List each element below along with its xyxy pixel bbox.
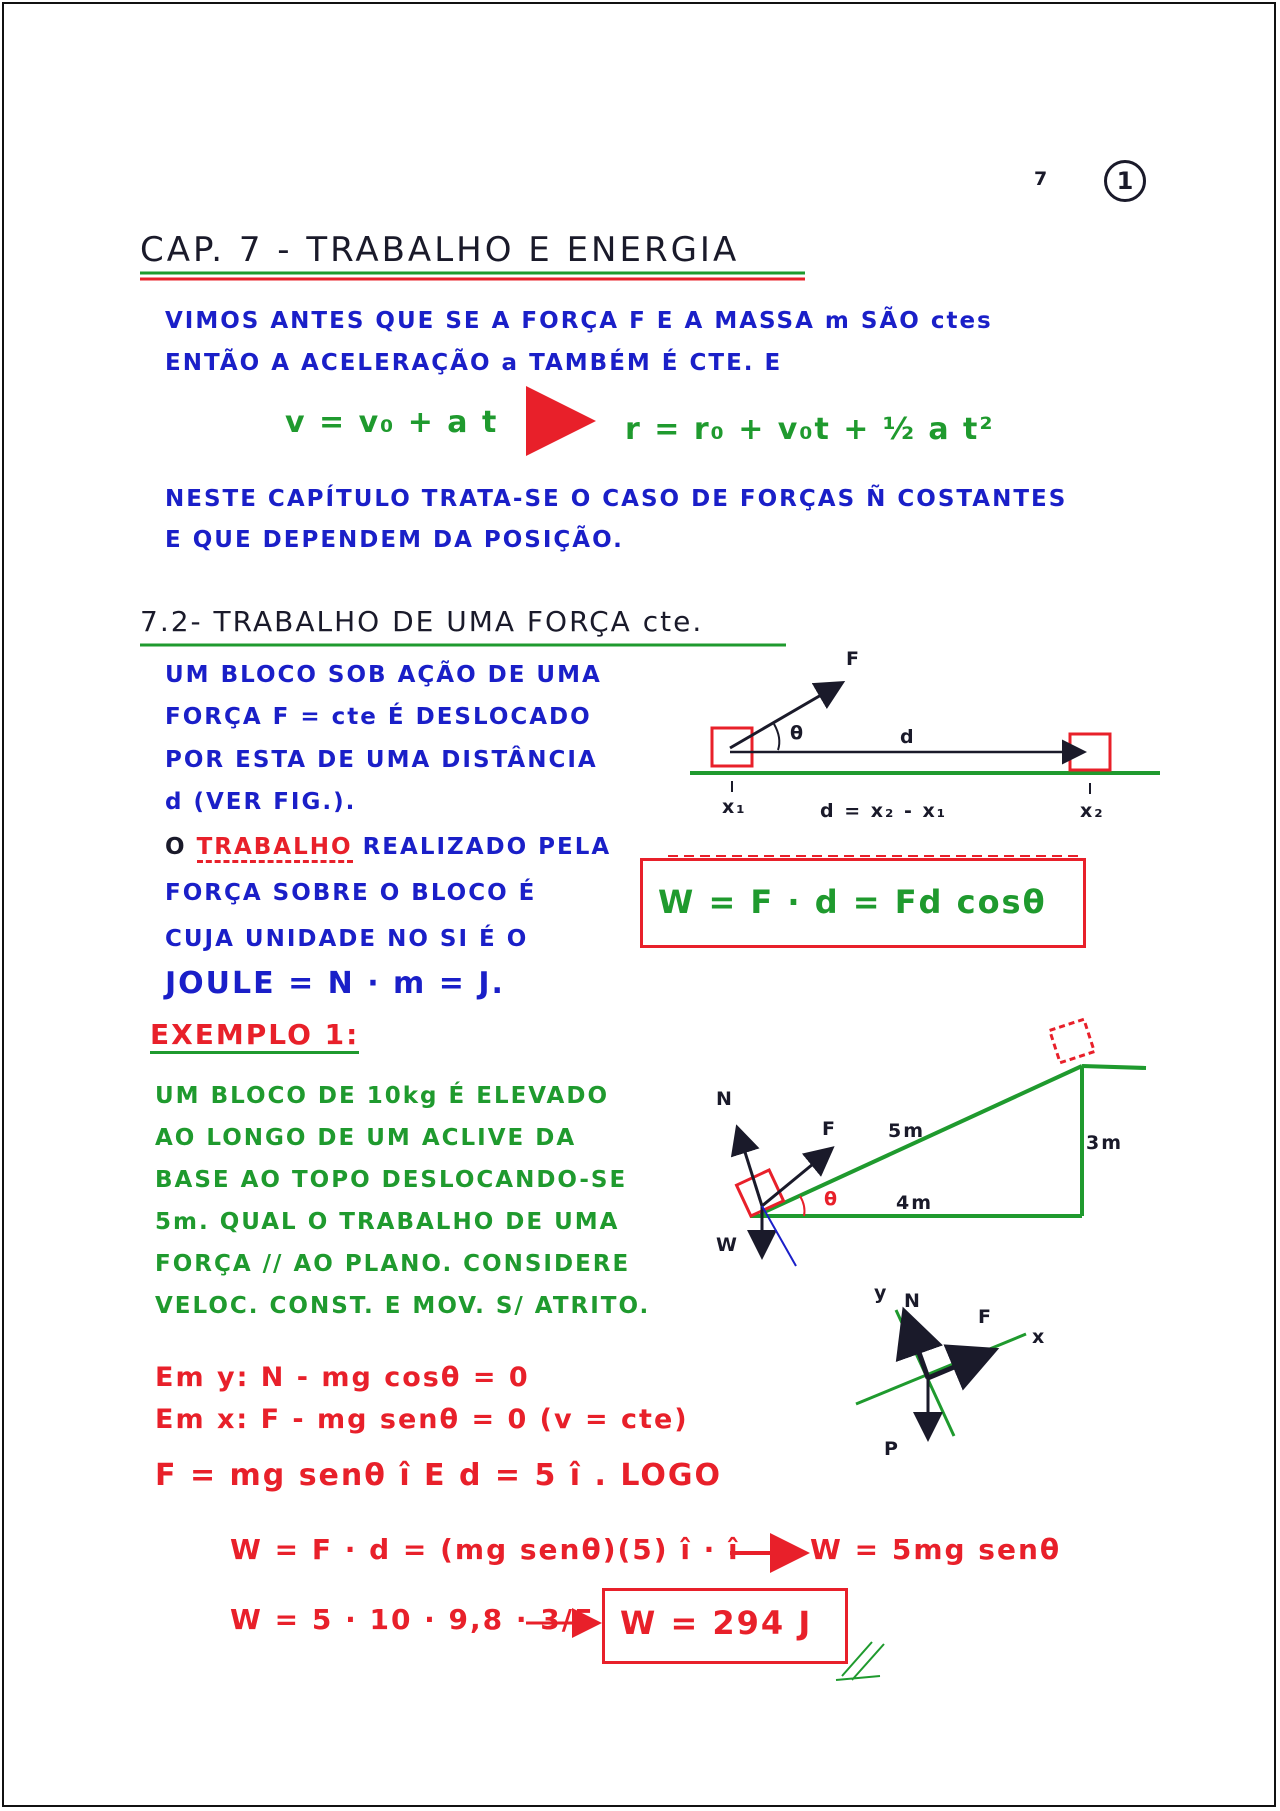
fig2-normal-label: N xyxy=(716,1088,734,1110)
fbd-weight-label: P xyxy=(884,1438,900,1460)
equation-work-a: W = F · d = (mg senθ)(5) î · î xyxy=(230,1533,740,1566)
fig1-disp-label: d xyxy=(900,726,916,748)
example-1-text-1: UM BLOCO DE 10kg É ELEVADO xyxy=(155,1083,609,1109)
example-1-text-4: 5m. QUAL O TRABALHO DE UMA xyxy=(155,1209,620,1235)
incline-angle-arc xyxy=(800,1196,805,1216)
fig2-force-label: F xyxy=(822,1118,837,1140)
fig1-force-label: F xyxy=(846,648,861,670)
chapter-number: 7 xyxy=(1034,168,1050,190)
fig1-x1-label: x₁ xyxy=(722,796,747,818)
equation-x: Em x: F - mg senθ = 0 (v = cte) xyxy=(155,1404,689,1435)
fig1-distance-label: d = x₂ - x₁ xyxy=(820,800,948,822)
fbd-force-arrow xyxy=(928,1352,990,1378)
example-1-text-5: FORÇA // AO PLANO. CONSIDERE xyxy=(155,1251,631,1277)
fbd-x-axis xyxy=(856,1334,1026,1404)
fig1-x2-label: x₂ xyxy=(1080,800,1105,822)
fig1-force-arrow xyxy=(730,684,840,748)
fig2-angle-label: θ xyxy=(824,1188,840,1210)
fbd-y-label: y xyxy=(874,1282,889,1304)
section-7-2-text-2: FORÇA F = cte É DESLOCADO xyxy=(165,704,592,730)
fig2-hyp-label: 5m xyxy=(888,1120,926,1142)
work-formula: W = F · d = Fd cosθ xyxy=(658,883,1047,921)
fig1-angle-arc xyxy=(774,724,779,750)
result: W = 294 J xyxy=(620,1604,813,1642)
section-7-2-text-6: FORÇA SOBRE O BLOCO É xyxy=(165,880,537,906)
section-7-2-text-1: UM BLOCO SOB AÇÃO DE UMA xyxy=(165,662,602,688)
page-title: CAP. 7 - TRABALHO E ENERGIA xyxy=(140,230,740,270)
section-7-2-text-8: JOULE = N · m = J. xyxy=(165,966,505,1001)
equation-y: Em y: N - mg cosθ = 0 xyxy=(155,1362,530,1393)
section-heading-7-2: 7.2- TRABALHO DE UMA FORÇA cte. xyxy=(140,605,704,638)
intro-line-4: E QUE DEPENDEM DA POSIÇÃO. xyxy=(165,527,624,553)
example-1-text-2: AO LONGO DE UM ACLIVE DA xyxy=(155,1125,577,1151)
incline-hypotenuse xyxy=(760,1066,1082,1214)
position-equation: r = r₀ + v₀t + ½ a t² xyxy=(625,412,995,447)
page-number: 1 xyxy=(1104,160,1146,202)
text-5-prefix: O xyxy=(165,834,187,860)
fbd-normal-label: N xyxy=(904,1290,922,1312)
fbd-normal-arrow xyxy=(906,1316,928,1378)
intro-line-2: ENTÃO A ACELERAÇÃO a TAMBÉM É CTE. E xyxy=(165,350,783,376)
equation-vectors: F = mg senθ î E d = 5 î . LOGO xyxy=(155,1458,723,1493)
fig2-height-label: 3m xyxy=(1086,1132,1124,1154)
velocity-equation: v = v₀ + a t xyxy=(285,405,499,440)
section-7-2-text-4: d (VER FIG.). xyxy=(165,789,357,815)
fig1-angle-label: θ xyxy=(790,722,806,744)
fbd-force-label: F xyxy=(978,1306,993,1328)
section-7-2-text-7: CUJA UNIDADE NO SI É O xyxy=(165,926,529,952)
example-1-text-3: BASE AO TOPO DESLOCANDO-SE xyxy=(155,1167,628,1193)
fbd-x-label: x xyxy=(1032,1326,1047,1348)
intro-line-3: NESTE CAPÍTULO TRATA-SE O CASO DE FORÇAS Ñ COSTANTES xyxy=(165,486,1068,512)
example-1-text-6: VELOC. CONST. E MOV. S/ ATRITO. xyxy=(155,1293,651,1319)
intro-line-1: VIMOS ANTES QUE SE A FORÇA F E A MASSA m SÃO ctes xyxy=(165,308,993,334)
incline-top-block xyxy=(1050,1019,1095,1062)
section-7-2-text-3: POR ESTA DE UMA DISTÂNCIA xyxy=(165,747,598,773)
incline-top xyxy=(1082,1066,1146,1068)
end-mark xyxy=(836,1642,884,1680)
text-5-suffix: REALIZADO PELA xyxy=(362,834,612,860)
work-term: TRABALHO xyxy=(197,834,353,863)
equation-work-b: W = 5mg senθ xyxy=(810,1533,1062,1566)
fig2-weight-label: W xyxy=(716,1234,739,1256)
example-1-heading: EXEMPLO 1: xyxy=(150,1018,359,1054)
fig2-base-label: 4m xyxy=(896,1192,934,1214)
equation-calc: W = 5 · 10 · 9,8 · 3/5 xyxy=(230,1603,596,1636)
